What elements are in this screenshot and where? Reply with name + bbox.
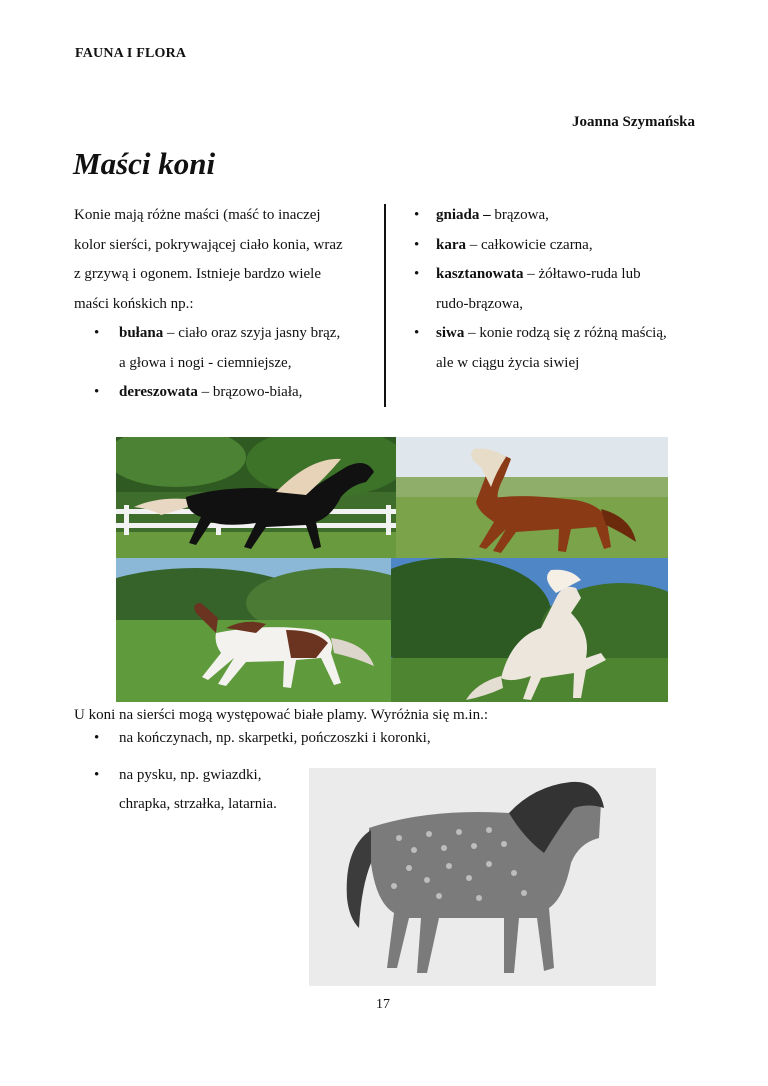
pinto-horse-photo [116,558,391,702]
author-name: Joanna Szymańska [572,114,695,130]
list-item-face: • na pysku, np. gwiazdki, [74,761,434,790]
section-header: FAUNA I FLORA [75,46,187,61]
term-description: brązowa, [490,207,549,223]
grey-horse-photo [391,558,668,702]
list-item-kasztanowata [414,260,714,290]
term-description: – żółtawo-ruda lub [523,266,641,282]
black-horse-photo [116,437,396,558]
term: kasztanowata [436,266,524,282]
right-column [414,201,714,378]
term-description: – całkowicie czarna, [466,236,593,253]
term-description: – ciało oraz szyja jasny brąz, [163,325,341,341]
term-description-continued: ale w ciągu życia siwiej [436,354,580,371]
list-item-limbs: • na kończynach, np. skarpetki, pończoszki i koronki, [74,724,434,753]
intro-line: kolor sierści, pokrywającej ciało konia, wraz [74,236,343,253]
term: dereszowata [119,384,198,400]
term: siwa [436,325,465,341]
intro-line: z grzywą i ogonem. Istnieje bardzo wiele [74,266,321,282]
intro-line: maści końskich np.: [74,295,194,312]
term-description-continued: a głowa i nogi - ciemniejsze, [119,354,292,371]
page-number: 17 [376,997,390,1012]
list-item-dereszowata [74,378,374,408]
list-item-bulana [74,319,374,349]
term-description: – konie rodzą się z różną maścią, [464,325,667,341]
page-title: Maści koni [73,146,216,181]
term-description: – brązowo-biała, [197,384,303,400]
dapple-horse-pencil-drawing [309,768,656,986]
chestnut-horse-photo [396,437,668,558]
term: bułana [119,325,164,341]
intro-line: Konie mają różne maści (maść to inaczej [74,207,321,223]
left-column [74,201,374,408]
term: gniada – [436,207,491,223]
list-item-face-continued: chrapka, strzałka, latarnia. [119,796,277,812]
horse-photo-collage [116,437,668,702]
column-divider [384,204,386,407]
list-item-gniada [414,201,714,231]
list-item-siwa [414,319,714,349]
term: kara [436,236,466,253]
list-item-kara [414,231,714,261]
term-description-continued: rudo-brązowa, [436,295,524,312]
white-markings-intro: U koni na sierści mogą występować białe plamy. Wyróżnia się m.in.: [74,707,488,723]
